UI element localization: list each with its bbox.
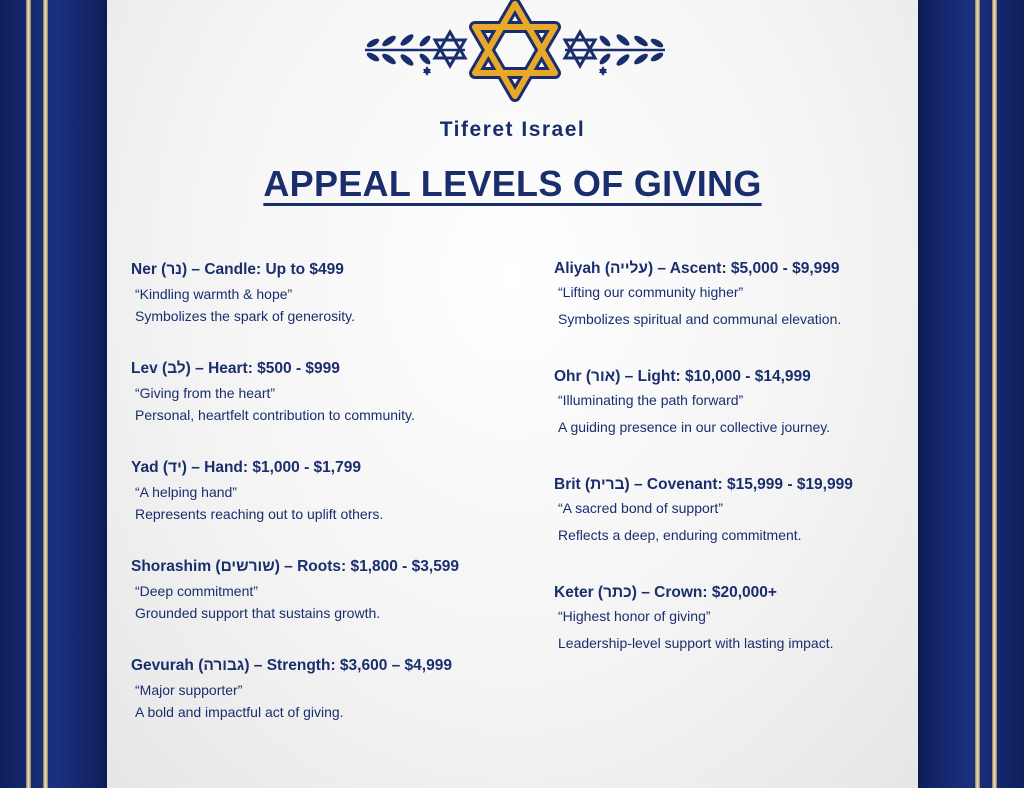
olive-branch-icon — [565, 32, 665, 67]
left-border — [0, 0, 107, 788]
left-gold-stripe — [43, 0, 48, 788]
level-tagline: “Illuminating the path forward” — [558, 392, 744, 408]
levels-column-right — [554, 259, 924, 691]
level-title: Brit (ברית) – Covenant: $15,999 - $19,999 — [554, 476, 853, 493]
level-title: Lev (לב) – Heart: $500 - $999 — [131, 360, 340, 377]
level-tagline: “Kindling warmth & hope” — [135, 286, 293, 302]
olive-branch-icon — [365, 32, 465, 67]
level-description: Leadership-level support with lasting impact. — [558, 635, 834, 651]
giving-level — [131, 656, 501, 723]
level-title: Aliyah (עלייה) – Ascent: $5,000 - $9,999 — [554, 260, 840, 277]
level-description: Reflects a deep, enduring commitment. — [558, 527, 802, 543]
level-title: Keter (כתר) – Crown: $20,000+ — [554, 584, 777, 601]
level-title: Gevurah (גבורה) – Strength: $3,600 – $4,999 — [131, 657, 452, 674]
page-title-text: APPEAL LEVELS OF GIVING — [263, 163, 762, 204]
level-title: Ohr (אור) – Light: $10,000 - $14,999 — [554, 368, 811, 385]
level-tagline: “Lifting our community higher” — [558, 284, 744, 300]
level-description: Symbolizes spiritual and communal elevation. — [558, 311, 842, 327]
level-tagline: “Giving from the heart” — [135, 385, 276, 401]
page-title — [107, 163, 918, 205]
giving-level — [131, 458, 501, 525]
level-description: Grounded support that sustains growth. — [135, 605, 381, 621]
levels-column-left — [131, 260, 501, 755]
level-tagline: “Deep commitment” — [135, 583, 258, 599]
giving-level — [554, 475, 924, 549]
level-description: A guiding presence in our collective journey. — [558, 419, 831, 435]
giving-level — [554, 259, 924, 333]
level-description: Represents reaching out to uplift others. — [135, 506, 384, 522]
giving-level — [554, 367, 924, 441]
right-gold-stripe — [992, 0, 997, 788]
level-title: Yad (יד) – Hand: $1,000 - $1,799 — [131, 459, 361, 476]
level-tagline: “A sacred bond of support” — [558, 500, 723, 516]
level-description: Symbolizes the spark of generosity. — [135, 308, 355, 324]
level-title: Shorashim (שורשים) – Roots: $1,800 - $3,599 — [131, 558, 460, 575]
right-gold-stripe — [975, 0, 980, 788]
level-tagline: “A helping hand” — [135, 484, 237, 500]
left-gold-stripe — [26, 0, 31, 788]
emblem — [355, 0, 675, 104]
level-tagline: “Highest honor of giving” — [558, 608, 711, 624]
level-tagline: “Major supporter” — [135, 682, 243, 698]
giving-level — [131, 359, 501, 426]
star-of-david-icon — [475, 4, 555, 96]
level-description: A bold and impactful act of giving. — [135, 704, 344, 720]
giving-level — [131, 260, 501, 327]
giving-level — [554, 583, 924, 657]
level-title: Ner (נר) – Candle: Up to $499 — [131, 261, 344, 278]
level-description: Personal, heartfelt contribution to community. — [135, 407, 415, 423]
organization-name: Tiferet Israel — [439, 118, 586, 141]
giving-level — [131, 557, 501, 624]
right-border — [918, 0, 1024, 788]
